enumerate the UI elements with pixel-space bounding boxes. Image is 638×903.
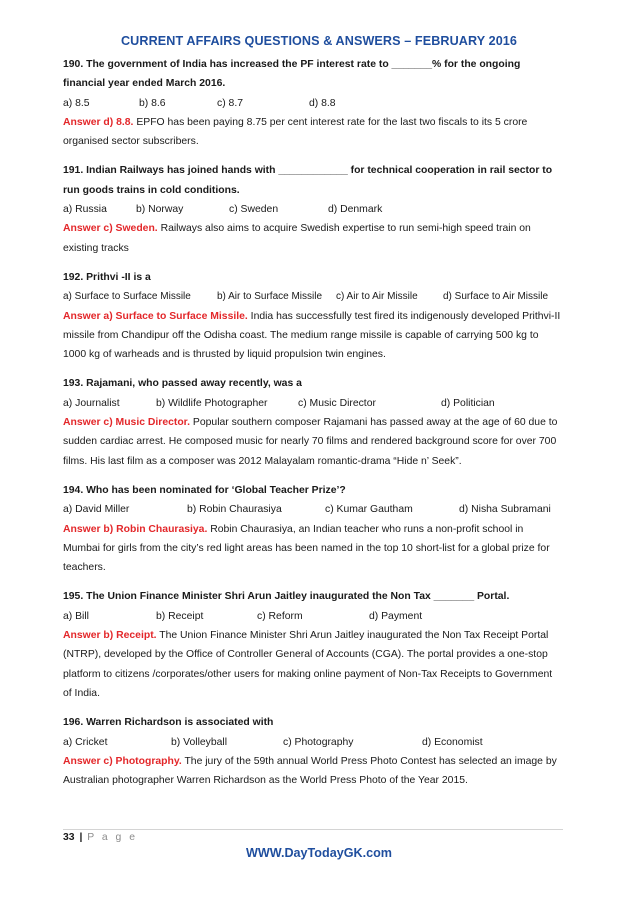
answer-label: Answer b) Robin Chaurasiya. [63,523,208,535]
option-c: c) Sweden [229,204,279,216]
answer-label: Answer d) 8.8. [63,116,134,128]
options-row [63,500,563,519]
answer [63,113,563,152]
answer [63,752,563,791]
answer [63,307,563,365]
answer [63,413,563,471]
answer-label: Answer c) Sweden. [63,223,158,235]
answer-label: Answer b) Receipt. [63,630,157,642]
question-text: 193. Rajamani, who passed away recently, was a [63,378,302,390]
answer-label: Answer c) Music Director. [63,417,191,429]
option-d: d) Economist [422,736,483,748]
answer [63,626,563,703]
option-d: d) Denmark [328,204,383,216]
answer-explanation: Popular southern composer Rajamani has passed away at the age of 60 due to sudden cardiac arrest. He composed music for nearly 70 films and rendered background score for over 700 films. His last film as a composer was 2012 Malayalam romantic-drama “Hide n’ Seek”. [63,417,558,467]
options-row [63,394,563,413]
page-separator: | [79,832,83,843]
question-194 [63,481,563,577]
option-b: b) Wildlife Photographer [156,397,268,409]
page-number-value: 33 [63,832,75,843]
question-195 [63,587,563,703]
footer-divider [63,829,563,830]
options-row [63,94,563,113]
option-c: c) Photography [283,736,354,748]
options-row [63,200,563,219]
question-text: 190. The government of India has increased the PF interest rate to _______% for the ongoing financial year ended March 2016. [63,59,521,90]
option-d: d) 8.8 [309,97,336,109]
option-c: c) 8.7 [217,97,243,109]
answer-explanation: India has successfully test fired its indigenously developed Prithvi-II missile from Chandipur off the Odisha coast. The medium range missile is capable of carrying 500 kg to 1000 kg of warheads and is thrusted by liquid propulsion twin engines. [63,310,561,361]
answer [63,219,563,258]
answer-explanation: EPFO has been paying 8.75 per cent interest rate for the last two fiscals to its 5 crore organised sector subscribers. [63,116,528,148]
option-d: d) Politician [441,397,495,409]
option-a: a) Cricket [63,736,108,748]
option-d: d) Nisha Subramani [459,504,551,516]
option-c: c) Air to Air Missile [336,291,418,303]
option-a: a) Surface to Surface Missile [63,291,191,303]
option-b: b) 8.6 [139,97,166,109]
questions-list [63,55,563,800]
question-190 [63,55,563,151]
option-b: b) Robin Chaurasiya [187,504,282,516]
option-a: a) Bill [63,610,89,622]
question-text: 196. Warren Richardson is associated with [63,717,274,729]
question-191 [63,161,563,257]
options-row [63,733,563,752]
option-b: b) Norway [136,204,184,216]
answer-label: Answer a) Surface to Surface Missile. [63,310,248,322]
option-b: b) Air to Surface Missile [217,291,323,303]
question-text: 191. Indian Railways has joined hands with ____________ for technical cooperation in rail sector to run goods trains in cold conditions. [63,165,553,196]
option-a: a) Russia [63,204,107,216]
option-b: b) Receipt [156,610,204,622]
option-c: c) Music Director [298,397,376,409]
answer [63,520,563,578]
option-a: a) Journalist [63,397,120,409]
option-d: d) Surface to Air Missile [443,291,549,303]
page-number [63,832,138,843]
answer-label: Answer c) Photography. [63,755,182,767]
options-row [63,607,563,626]
option-c: c) Kumar Gautham [325,504,413,516]
answer-explanation: Railways also aims to acquire Swedish expertise to run semi-high speed train on existing tracks [63,223,531,254]
option-b: b) Volleyball [171,736,228,748]
question-193 [63,374,563,470]
question-192 [63,268,563,364]
answer-explanation: Robin Chaurasiya, an Indian teacher who runs a non-profit school in Mumbai for girls from the city’s red light areas has been named in the top 10 short-list for a global prize for teachers. [63,523,550,574]
site-link[interactable]: WWW.DayTodayGK.com [245,846,392,860]
answer-explanation: The Union Finance Minister Shri Arun Jaitley inaugurated the Non Tax Receipt Portal (NTRP), developed by the Office of Controller General of Accounts (CGA). The portal provides a one-stop platform to citizens /corporates/other users for making online payment of Non-Tax Receipts to Government of India. [63,630,553,699]
option-a: a) David Miller [63,504,130,516]
question-text: 192. Prithvi -II is a [63,271,151,283]
question-text: 194. Who has been nominated for ‘Global Teacher Prize’? [63,484,346,496]
question-196 [63,713,563,790]
option-a: a) 8.5 [63,97,90,109]
answer-explanation: The jury of the 59th annual World Press Photo Contest has selected an image by Australian photographer Warren Richardson as the World Press Photo of the Year 2015. [63,755,557,787]
options-row [63,287,563,306]
question-text: 195. The Union Finance Minister Shri Arun Jaitley inaugurated the Non Tax _______ Portal. [63,591,510,603]
page-title: CURRENT AFFAIRS QUESTIONS & ANSWERS – FEBRUARY 2016 [120,34,518,48]
option-d: d) Payment [369,610,423,622]
option-c: c) Reform [257,610,303,622]
page-word: P a g e [87,832,138,843]
